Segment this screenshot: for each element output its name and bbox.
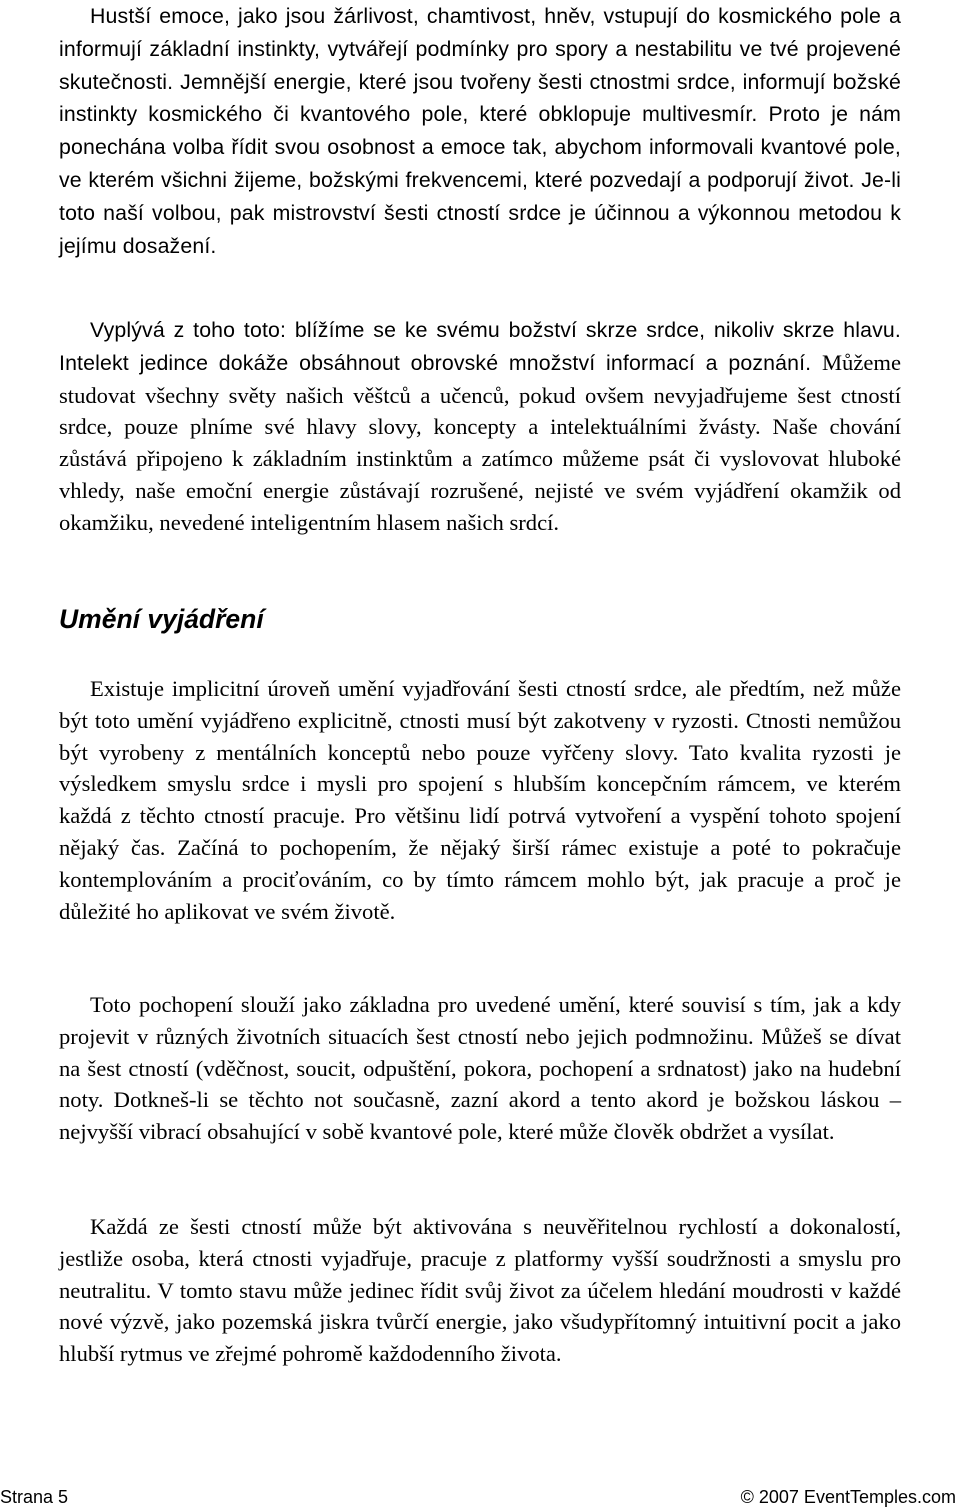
- text-span: Existuje implicitní úroveň umění vyjadřování šesti ctností srdce, ale předtím, než může být toto umění vyjádřeno explicitně, ctnosti musí být zakotveny v ryzosti. Ctnosti nemůžou být vyrobeny z mentálních konceptů nebo pouze vyřčeny slovy. Tato kvalita ryzosti je výsledkem smyslu srdce i mysli pro spojení s hlubším koncepčním rámcem, ve kterém každá z těchto ctností pracuje. Pro většinu lidí potrvá vytvoření a vyspění tohoto spojení nějaký čas. Začíná to pochopením, že nějaký širší rámec existuje a poté to pokračuje kontemplováním a prociťováním, co by tímto rámcem mohlo být, jak pracuje a proč je důležité ho aplikovat ve svém životě.: [59, 676, 901, 924]
- paragraph-implicit-level: [59, 673, 901, 927]
- text-span: Hustší emoce, jako jsou žárlivost, chamtivost, hněv, vstupují do kosmického pole a informují základní instinkty, vytvářejí podmínky pro spory a nestabilitu ve tvé projevené skutečnosti. Jemnější energie, které jsou tvořeny šesti ctnostmi srdce, informují božské instinkty kosmického či kvantového pole, které obklopuje multivesmír. Proto je nám ponechána volba řídit svou osobnost a emoce tak, abychom informovali kvantové pole, ve kterém všichni žijeme, božskými frekvencemi, které pozvedají a podporují život. Je-li toto naší volbou, pak mistrovství šesti ctností srdce je účinnou a výkonnou metodou k jejímu dosažení.: [59, 4, 901, 258]
- copyright-notice: © 2007 EventTemples.com: [740, 1487, 956, 1507]
- text-span: Vyplývá z toho toto: blížíme se ke svému božství skrze srdce, nikoliv skrze hlavu. Intelekt jedince dokáže obsáhnout obrovské množství informací a poznání.: [59, 318, 901, 375]
- page-number: Strana 5: [0, 1487, 69, 1507]
- paragraph-musical-notes: [59, 989, 901, 1148]
- section-heading: Umění vyjádření: [59, 604, 264, 634]
- text-span: Každá ze šesti ctností může být aktivována s neuvěřitelnou rychlostí a dokonalostí, jestliže osoba, která ctnosti vyjadřuje, pracuje z platformy vyšší soudržnosti a smyslu pro neutralitu. V tomto stavu může jedinec řídit svůj život za účelem hledání moudrosti v každé nové výzvě, jako pozemská jiskra tvůrčí energie, jako všudypřítomný intuitivní pocit a jako hlubší rytmus ve zřejmé pohromě každodenního života.: [59, 1214, 901, 1367]
- paragraph-emotions: [59, 0, 901, 262]
- text-span: Můžeme studovat všechny světy našich věštců a učenců, pokud ovšem nevyjadřujeme šest ctností srdce, pouze plníme své hlavy slovy, koncepty a intelektuálními žvásty. Naše chování zůstává připojeno k základním instinktům a zatímco můžeme psát či vyslovovat hluboké vhledy, naše emoční energie zůstávají rozrušené, nejisté ve svém vyjádření okamžik od okamžiku, nevedené inteligentním hlasem našich srdcí.: [59, 349, 901, 535]
- page-footer: [0, 1484, 960, 1510]
- paragraph-heart-not-head: [59, 314, 901, 539]
- text-span: Toto pochopení slouží jako základna pro uvedené umění, které souvisí s tím, jak a kdy projevit v různých životních situacích šest ctností nebo jejich podmnožinu. Můžeš se dívat na šest ctností (vděčnost, soucit, odpuštění, pokora, pochopení a srdnatost) jako na hudební noty. Dotkneš-li se těchto not současně, zazní akord a tento akord je božskou láskou – nejvyšší vibrací obsahující v sobě kvantové pole, které může člověk obdržet a vysílat.: [59, 992, 901, 1145]
- paragraph-activation: [59, 1211, 901, 1370]
